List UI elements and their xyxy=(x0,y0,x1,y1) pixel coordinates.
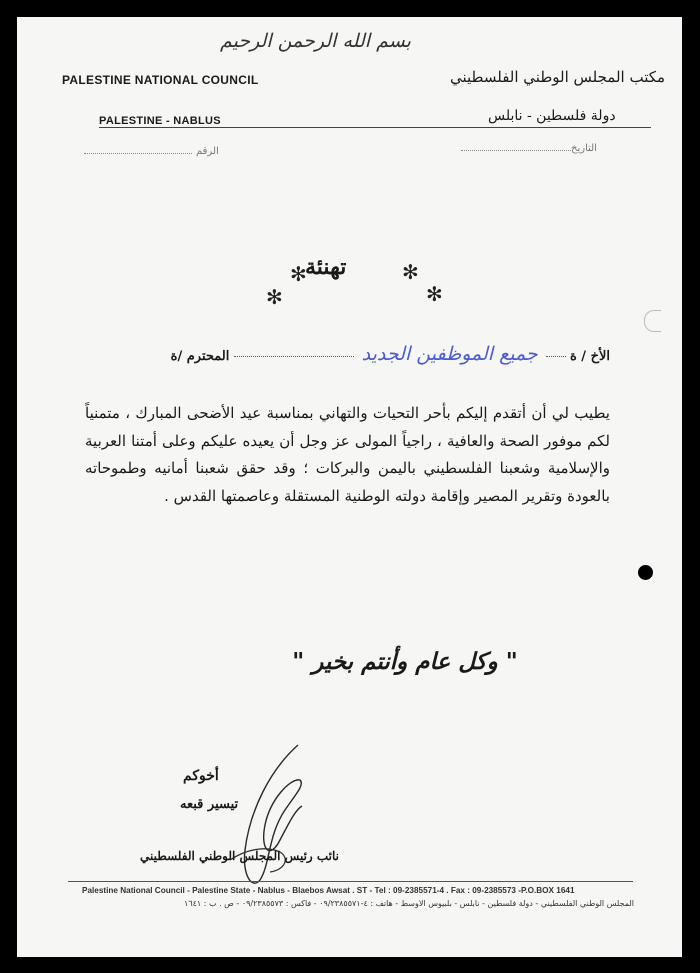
reference-number-field xyxy=(84,146,248,157)
footer-arabic: المجلس الوطني الفلسطيني - دولة فلسطين - نابلس - بلبيوس الاوسط - هاتف : ٤-٠٩/٢٣٨٥٥٧١ - فاكس : ٠٩/٢٣٨٥٥٧٣ - ص . ب : ١٦٤١ xyxy=(184,899,634,908)
date-field xyxy=(455,143,620,154)
addressee-name: جميع الموظفين الجديد xyxy=(361,343,538,365)
basmala-header: بسم الله الرحمن الرحيم xyxy=(220,30,411,52)
header-divider xyxy=(99,127,651,128)
star-ornament-icon: ✻ xyxy=(426,282,443,306)
date-label: التاريخ xyxy=(571,143,597,154)
reference-number-label: الرقم xyxy=(196,146,219,157)
letter-body: يطيب لي أن أتقدم إليكم بأحر التحيات والتهاني بمناسبة عيد الأضحى المبارك ، متمنياً لكم موفور الصحة والعافية ، راجياً المولى عز وجل أن يعيده عليكم وعلى أمتنا العربية والإسلامية وشعبنا الفلسطيني باليمن والبركات ؛ وقد حقق شعبنا أمانيه وطموحاته بالعودة وتقرير المصير وإقامة دولته الوطنية المستقلة وعاصمتها القدس . xyxy=(85,404,610,505)
paper-mark xyxy=(644,310,661,332)
star-ornament-icon: ✻ xyxy=(266,285,283,309)
signatory-name: تيسير قبعه xyxy=(180,797,239,812)
org-name-english: PALESTINE NATIONAL COUNCIL xyxy=(62,73,259,87)
letter-title: تهنئة xyxy=(305,254,347,280)
addressee-suffix: المحترم /ة xyxy=(170,349,230,364)
footer-english: Palestine National Council - Palestine State - Nablus - Blaebos Awsat . ST - Tel : 09-2385571-4 . Fax : 09-2385573 -P.O.BOX 1641 xyxy=(82,886,575,895)
signatory-title: نائب رئيس المجلس الوطني الفلسطيني xyxy=(140,849,340,863)
footer-divider xyxy=(68,881,633,882)
reference-number-dots xyxy=(84,153,192,154)
punch-hole xyxy=(638,565,653,580)
date-dots xyxy=(461,150,571,151)
addressee-dots xyxy=(234,356,354,357)
signature-closing: أخوكم xyxy=(183,768,219,784)
handwritten-signature xyxy=(210,740,320,900)
location-english: PALESTINE - NABLUS xyxy=(99,115,221,127)
org-name-arabic: مكتب المجلس الوطني الفلسطيني xyxy=(450,68,666,86)
location-arabic: دولة فلسطين - نابلس xyxy=(488,108,616,124)
star-ornament-icon: ✻ xyxy=(290,262,307,286)
addressee-line xyxy=(170,343,610,365)
addressee-dots xyxy=(546,356,566,357)
closing-greeting: " وكل عام وأنتم بخير " xyxy=(292,648,518,675)
addressee-label: الأخ / ة xyxy=(569,349,610,364)
star-ornament-icon: ✻ xyxy=(402,260,419,284)
